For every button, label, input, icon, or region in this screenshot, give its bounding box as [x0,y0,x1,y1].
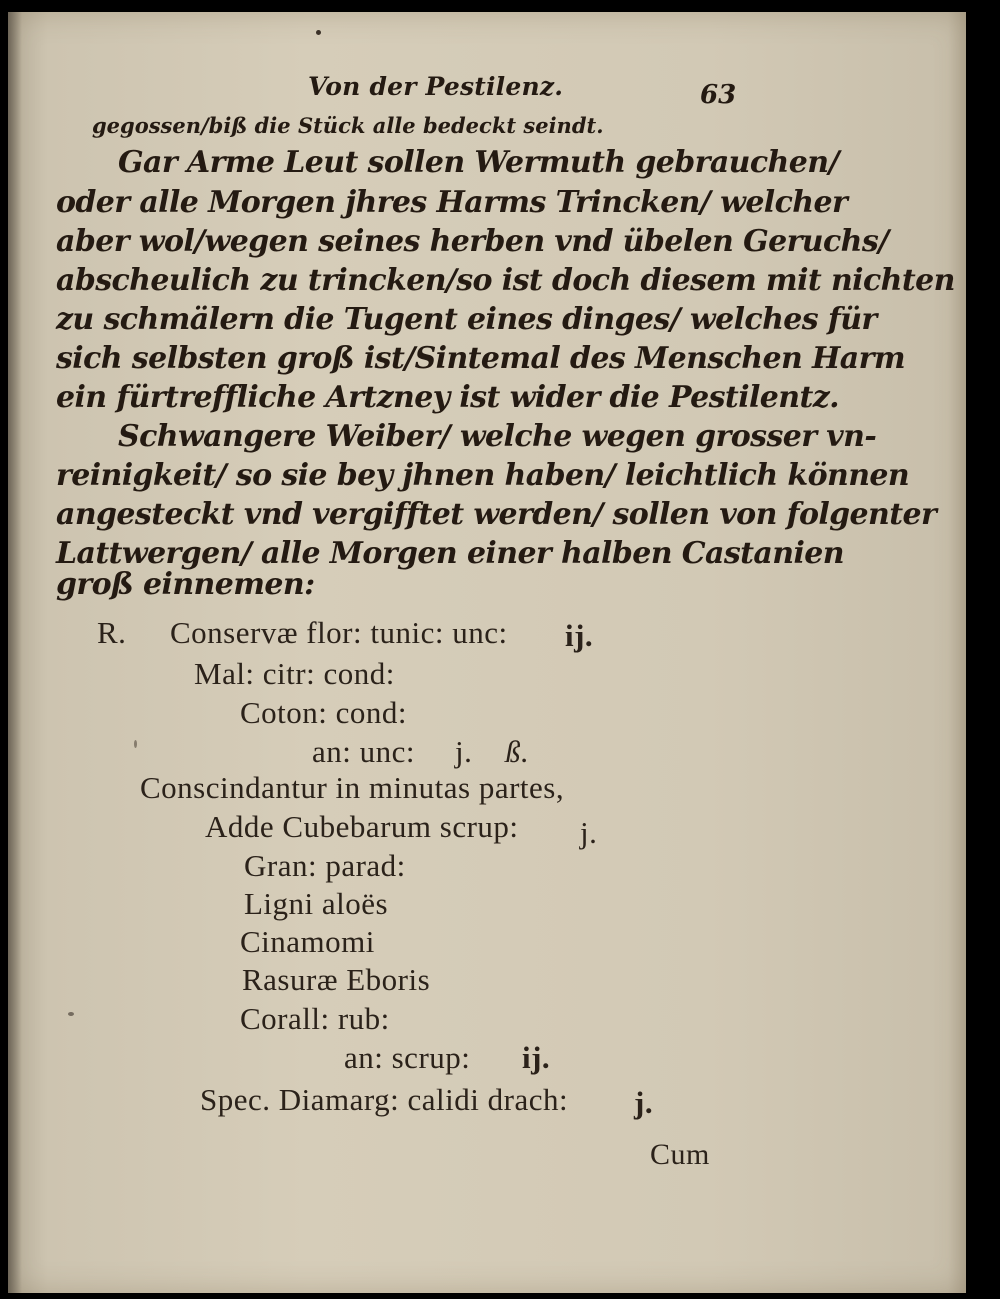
recipe-line: an: scrup: [344,1040,471,1075]
recipe-line: Cinamomi [240,924,375,959]
recipe-quantity: j. [580,815,598,850]
recipe-line: Mal: citr: cond: [194,656,395,691]
catchword: Cum [650,1138,710,1171]
running-title: Von der Pestilenz. [308,72,564,101]
text-line: ein fürtreffliche Artzney ist wider die Pestilentz. [56,380,840,415]
text-line: sich selbsten groß ist/Sintemal des Menschen Harm [56,341,905,376]
recipe-quantity: j. [634,1085,654,1120]
text-line: angesteckt vnd vergifftet werden/ sollen von folgenter [56,497,937,532]
recipe-line: Spec. Diamarg: calidi drach: [200,1082,569,1117]
text-line: reinigkeit/ so sie bey jhnen haben/ leichtlich können [56,458,910,493]
recipe-line: Adde Cubebarum scrup: [205,809,519,844]
recipe-quantity: ß. [505,734,530,769]
recipe-line: Ligni aloës [244,886,389,921]
recipe-line: Conscindantur in minutas partes, [140,770,565,805]
ink-speck [68,1012,74,1016]
recipe-quantity: j. [455,734,473,769]
text-line: Gar Arme Leut sollen Wermuth gebrauchen/ [118,145,839,180]
recipe-line: Rasuræ Eboris [242,962,431,997]
text-line: Lattwergen/ alle Morgen einer halben Castanien [56,536,844,571]
recipe-mark: R. [97,615,127,650]
ink-speck [316,30,321,35]
text-line: Schwangere Weiber/ welche wegen grosser vn- [118,419,877,454]
text-line: zu schmälern die Tugent eines dinges/ welches für [56,302,877,337]
recipe-line: an: unc: [312,734,415,769]
recipe-quantity: ij. [565,618,594,653]
recipe-line: Gran: parad: [244,848,406,883]
page-gutter [8,12,22,1293]
recipe-quantity: ij. [522,1040,551,1075]
text-line: aber wol/wegen seines herben vnd übelen Geruchs/ [56,224,889,259]
recipe-line: Coton: cond: [240,695,408,730]
ink-speck [134,740,137,748]
recipe-line: Conservæ flor: tunic: unc: [170,615,508,650]
recipe-line: Corall: rub: [240,1001,390,1036]
text-line: abscheulich zu trincken/so ist doch diesem mit nichten [56,263,955,298]
text-line: gegossen/biß die Stück alle bedeckt seindt. [92,113,604,138]
text-line: groß einnemen: [56,567,315,602]
page-number: 63 [700,80,737,110]
text-line: oder alle Morgen jhres Harms Trincken/ welcher [56,185,848,220]
